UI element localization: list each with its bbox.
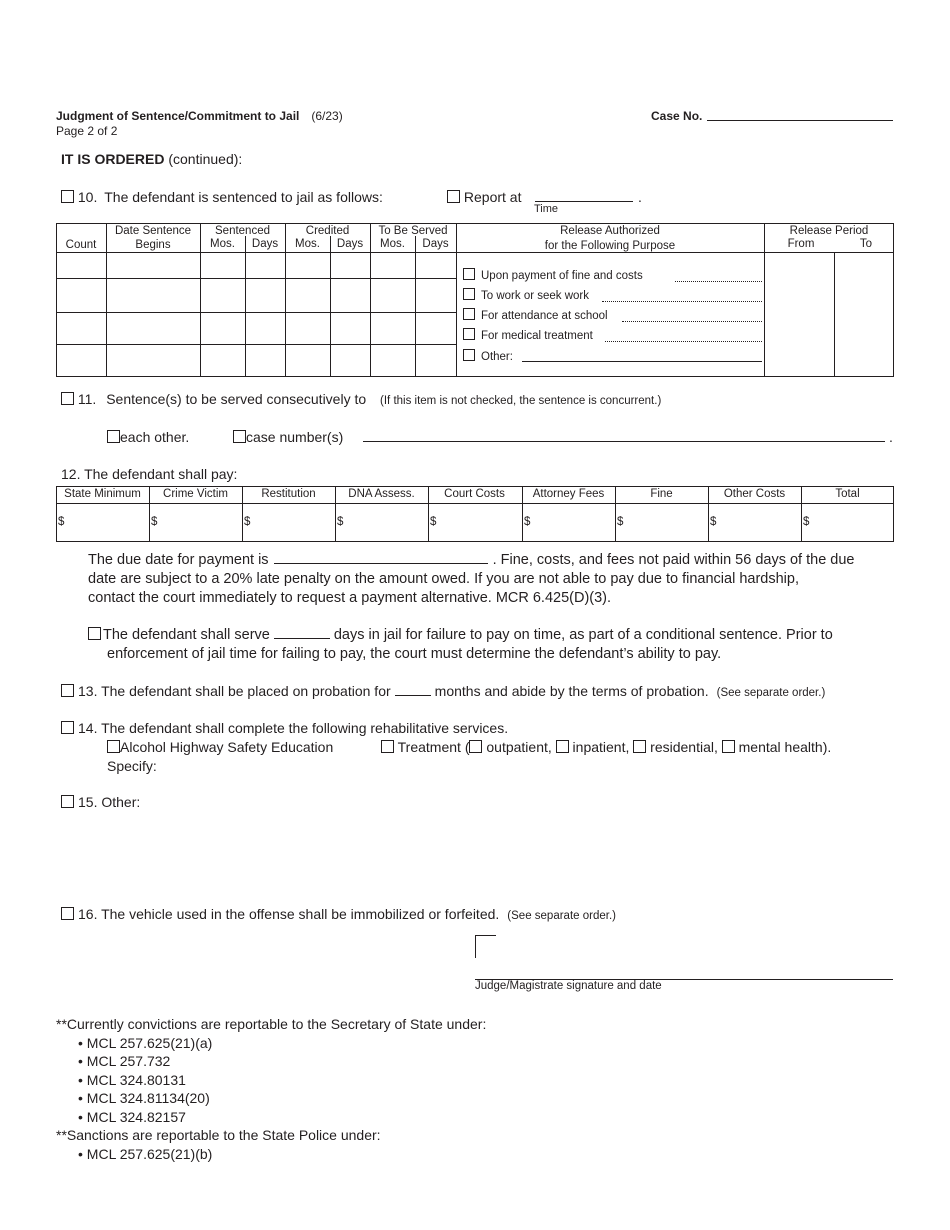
release-option-work: To work or seek work — [463, 288, 589, 302]
signature-label: Judge/Magistrate signature and date — [475, 980, 662, 992]
case-no-field[interactable] — [707, 120, 893, 121]
col-date-begins-2: Begins — [135, 239, 171, 251]
item-11: 11. Sentence(s) to be served consecutively to (If this item is not checked, the sentence is concurrent.) — [61, 391, 661, 407]
col-served-days: Days — [422, 238, 449, 250]
item-11-checkbox[interactable] — [61, 392, 74, 405]
serve-days-line1: The defendant shall serve days in jail for failure to pay on time, as part of a conditional sentence. Prior to — [88, 626, 833, 645]
release-work-checkbox[interactable] — [463, 288, 475, 300]
due-date-line1: The due date for payment is . Fine, costs, and fees not paid within 56 days of the due — [88, 552, 855, 568]
col-served-mos: Mos. — [380, 238, 405, 250]
col-sentenced-days: Days — [251, 238, 279, 250]
page-number: Page 2 of 2 — [56, 124, 118, 138]
item-11-note: (If this item is not checked, the sentence is concurrent.) — [380, 395, 662, 407]
col-to-be-served: To Be Served — [378, 225, 448, 237]
release-option-school: For attendance at school — [463, 308, 608, 322]
alcohol-checkbox[interactable] — [107, 740, 120, 753]
report-at: Report at — [447, 189, 521, 205]
col-credited: Credited — [305, 225, 350, 237]
col-sentenced: Sentenced — [215, 225, 270, 237]
time-label: Time — [534, 203, 559, 215]
pay-col-header: Total — [835, 488, 860, 500]
footnotes — [56, 1015, 486, 1163]
col-sentenced-mos: Mos. — [210, 238, 235, 250]
sos-heading: **Currently convictions are reportable to the Secretary of State under: — [56, 1016, 487, 1032]
specify-label: Specify: — [107, 758, 157, 774]
pay-amount-field[interactable]: $ — [430, 516, 437, 528]
seal-corner-mark — [475, 935, 496, 958]
case-no-label: Case No. — [651, 109, 703, 123]
pay-col-header: Attorney Fees — [532, 488, 605, 500]
item-13-checkbox[interactable] — [61, 684, 74, 697]
each-other-checkbox[interactable] — [107, 430, 120, 443]
pay-amount-field[interactable]: $ — [151, 516, 158, 528]
release-other-field[interactable] — [522, 361, 762, 362]
release-fine-checkbox[interactable] — [463, 268, 475, 280]
residential-checkbox[interactable] — [633, 740, 646, 753]
pay-amount-field[interactable]: $ — [710, 516, 717, 528]
item-10: 10. The defendant is sentenced to jail as follows: — [61, 189, 383, 205]
release-other-checkbox[interactable] — [463, 349, 475, 361]
report-at-checkbox[interactable] — [447, 190, 460, 203]
item-14-checkbox[interactable] — [61, 721, 74, 734]
probation-months-field[interactable] — [395, 683, 431, 696]
item-16: 16. The vehicle used in the offense shall be immobilized or forfeited. (See separate order.) — [61, 906, 616, 922]
item-16-checkbox[interactable] — [61, 907, 74, 920]
police-heading: **Sanctions are reportable to the State Police under: — [56, 1127, 381, 1143]
report-period: . — [638, 189, 642, 205]
col-to: To — [859, 238, 873, 250]
case-numbers-checkbox[interactable] — [233, 430, 246, 443]
item-15-checkbox[interactable] — [61, 795, 74, 808]
treatment-options: Treatment ( outpatient, inpatient, residential, mental health). — [381, 739, 831, 755]
inpatient-checkbox[interactable] — [556, 740, 569, 753]
pay-amount-field[interactable]: $ — [58, 516, 65, 528]
pay-col-header: Fine — [650, 488, 673, 500]
col-from: From — [787, 238, 815, 250]
due-date-line3: contact the court immediately to request a payment alternative. MCR 6.425(D)(3). — [88, 590, 612, 606]
sos-item: • MCL 324.81134(20) — [78, 1090, 210, 1106]
pay-amount-field[interactable]: $ — [617, 516, 624, 528]
police-item: • MCL 257.625(21)(b) — [78, 1145, 213, 1162]
item-13: 13. The defendant shall be placed on probation for months and abide by the terms of probation. (See separate order.) — [61, 683, 825, 699]
release-school-checkbox[interactable] — [463, 308, 475, 320]
serve-days-field[interactable] — [274, 626, 330, 639]
pay-amount-field[interactable]: $ — [803, 516, 810, 528]
serve-days-checkbox[interactable] — [88, 627, 101, 640]
pay-col-header: Crime Victim — [163, 488, 228, 500]
item-14-options: Alcohol Highway Safety Education — [107, 739, 333, 755]
pay-col-header: Court Costs — [444, 488, 505, 500]
serve-days-line2: enforcement of jail time for failing to pay, the court must determine the defendant’s ability to pay. — [107, 646, 722, 662]
col-date-begins-1: Date Sentence — [114, 225, 192, 237]
sos-item: • MCL 257.625(21)(a) — [78, 1034, 213, 1051]
release-medical-checkbox[interactable] — [463, 328, 475, 340]
form-version: (6/23) — [311, 109, 343, 123]
item-12: 12. The defendant shall pay: — [61, 466, 238, 482]
col-release-period: Release Period — [789, 225, 869, 237]
pay-amount-field[interactable]: $ — [244, 516, 251, 528]
report-time-field[interactable] — [535, 201, 633, 202]
pay-col-header: DNA Assess. — [348, 488, 415, 500]
col-credited-mos: Mos. — [295, 238, 320, 250]
case-numbers-period: . — [889, 429, 893, 445]
pay-amount-field[interactable]: $ — [337, 516, 344, 528]
form-title: Judgment of Sentence/Commitment to Jail (6/23) — [56, 109, 343, 123]
col-credited-days: Days — [336, 238, 364, 250]
sos-item: • MCL 324.82157 — [78, 1108, 186, 1125]
col-count: Count — [65, 239, 97, 251]
col-release-1: Release Authorized — [560, 225, 660, 237]
sos-item: • MCL 257.732 — [78, 1053, 171, 1069]
item-14: 14. The defendant shall complete the following rehabilitative services. — [61, 720, 508, 736]
mental-health-checkbox[interactable] — [722, 740, 735, 753]
each-other: each other. — [107, 429, 189, 445]
release-option-fine: Upon payment of fine and costs — [463, 268, 643, 282]
pay-amount-field[interactable]: $ — [524, 516, 531, 528]
case-numbers: case number(s) — [233, 429, 343, 445]
due-date-line2: date are subject to a 20% late penalty on the amount owed. If you are not able to pay due to financial hardship, — [88, 571, 799, 587]
ordered-heading: IT IS ORDERED (continued): — [61, 151, 243, 167]
pay-col-header: Other Costs — [723, 488, 786, 500]
case-numbers-field[interactable] — [363, 441, 885, 442]
pay-col-header: Restitution — [261, 488, 316, 500]
item-10-checkbox[interactable] — [61, 190, 74, 203]
outpatient-checkbox[interactable] — [469, 740, 482, 753]
release-option-medical: For medical treatment — [463, 328, 593, 342]
col-release-2: for the Following Purpose — [544, 240, 676, 252]
treatment-checkbox[interactable] — [381, 740, 394, 753]
due-date-field[interactable] — [274, 551, 488, 564]
release-option-other: Other: — [463, 349, 513, 363]
pay-col-header: State Minimum — [64, 488, 141, 500]
item-15: 15. Other: — [61, 794, 140, 810]
sos-item: • MCL 324.80131 — [78, 1071, 186, 1088]
